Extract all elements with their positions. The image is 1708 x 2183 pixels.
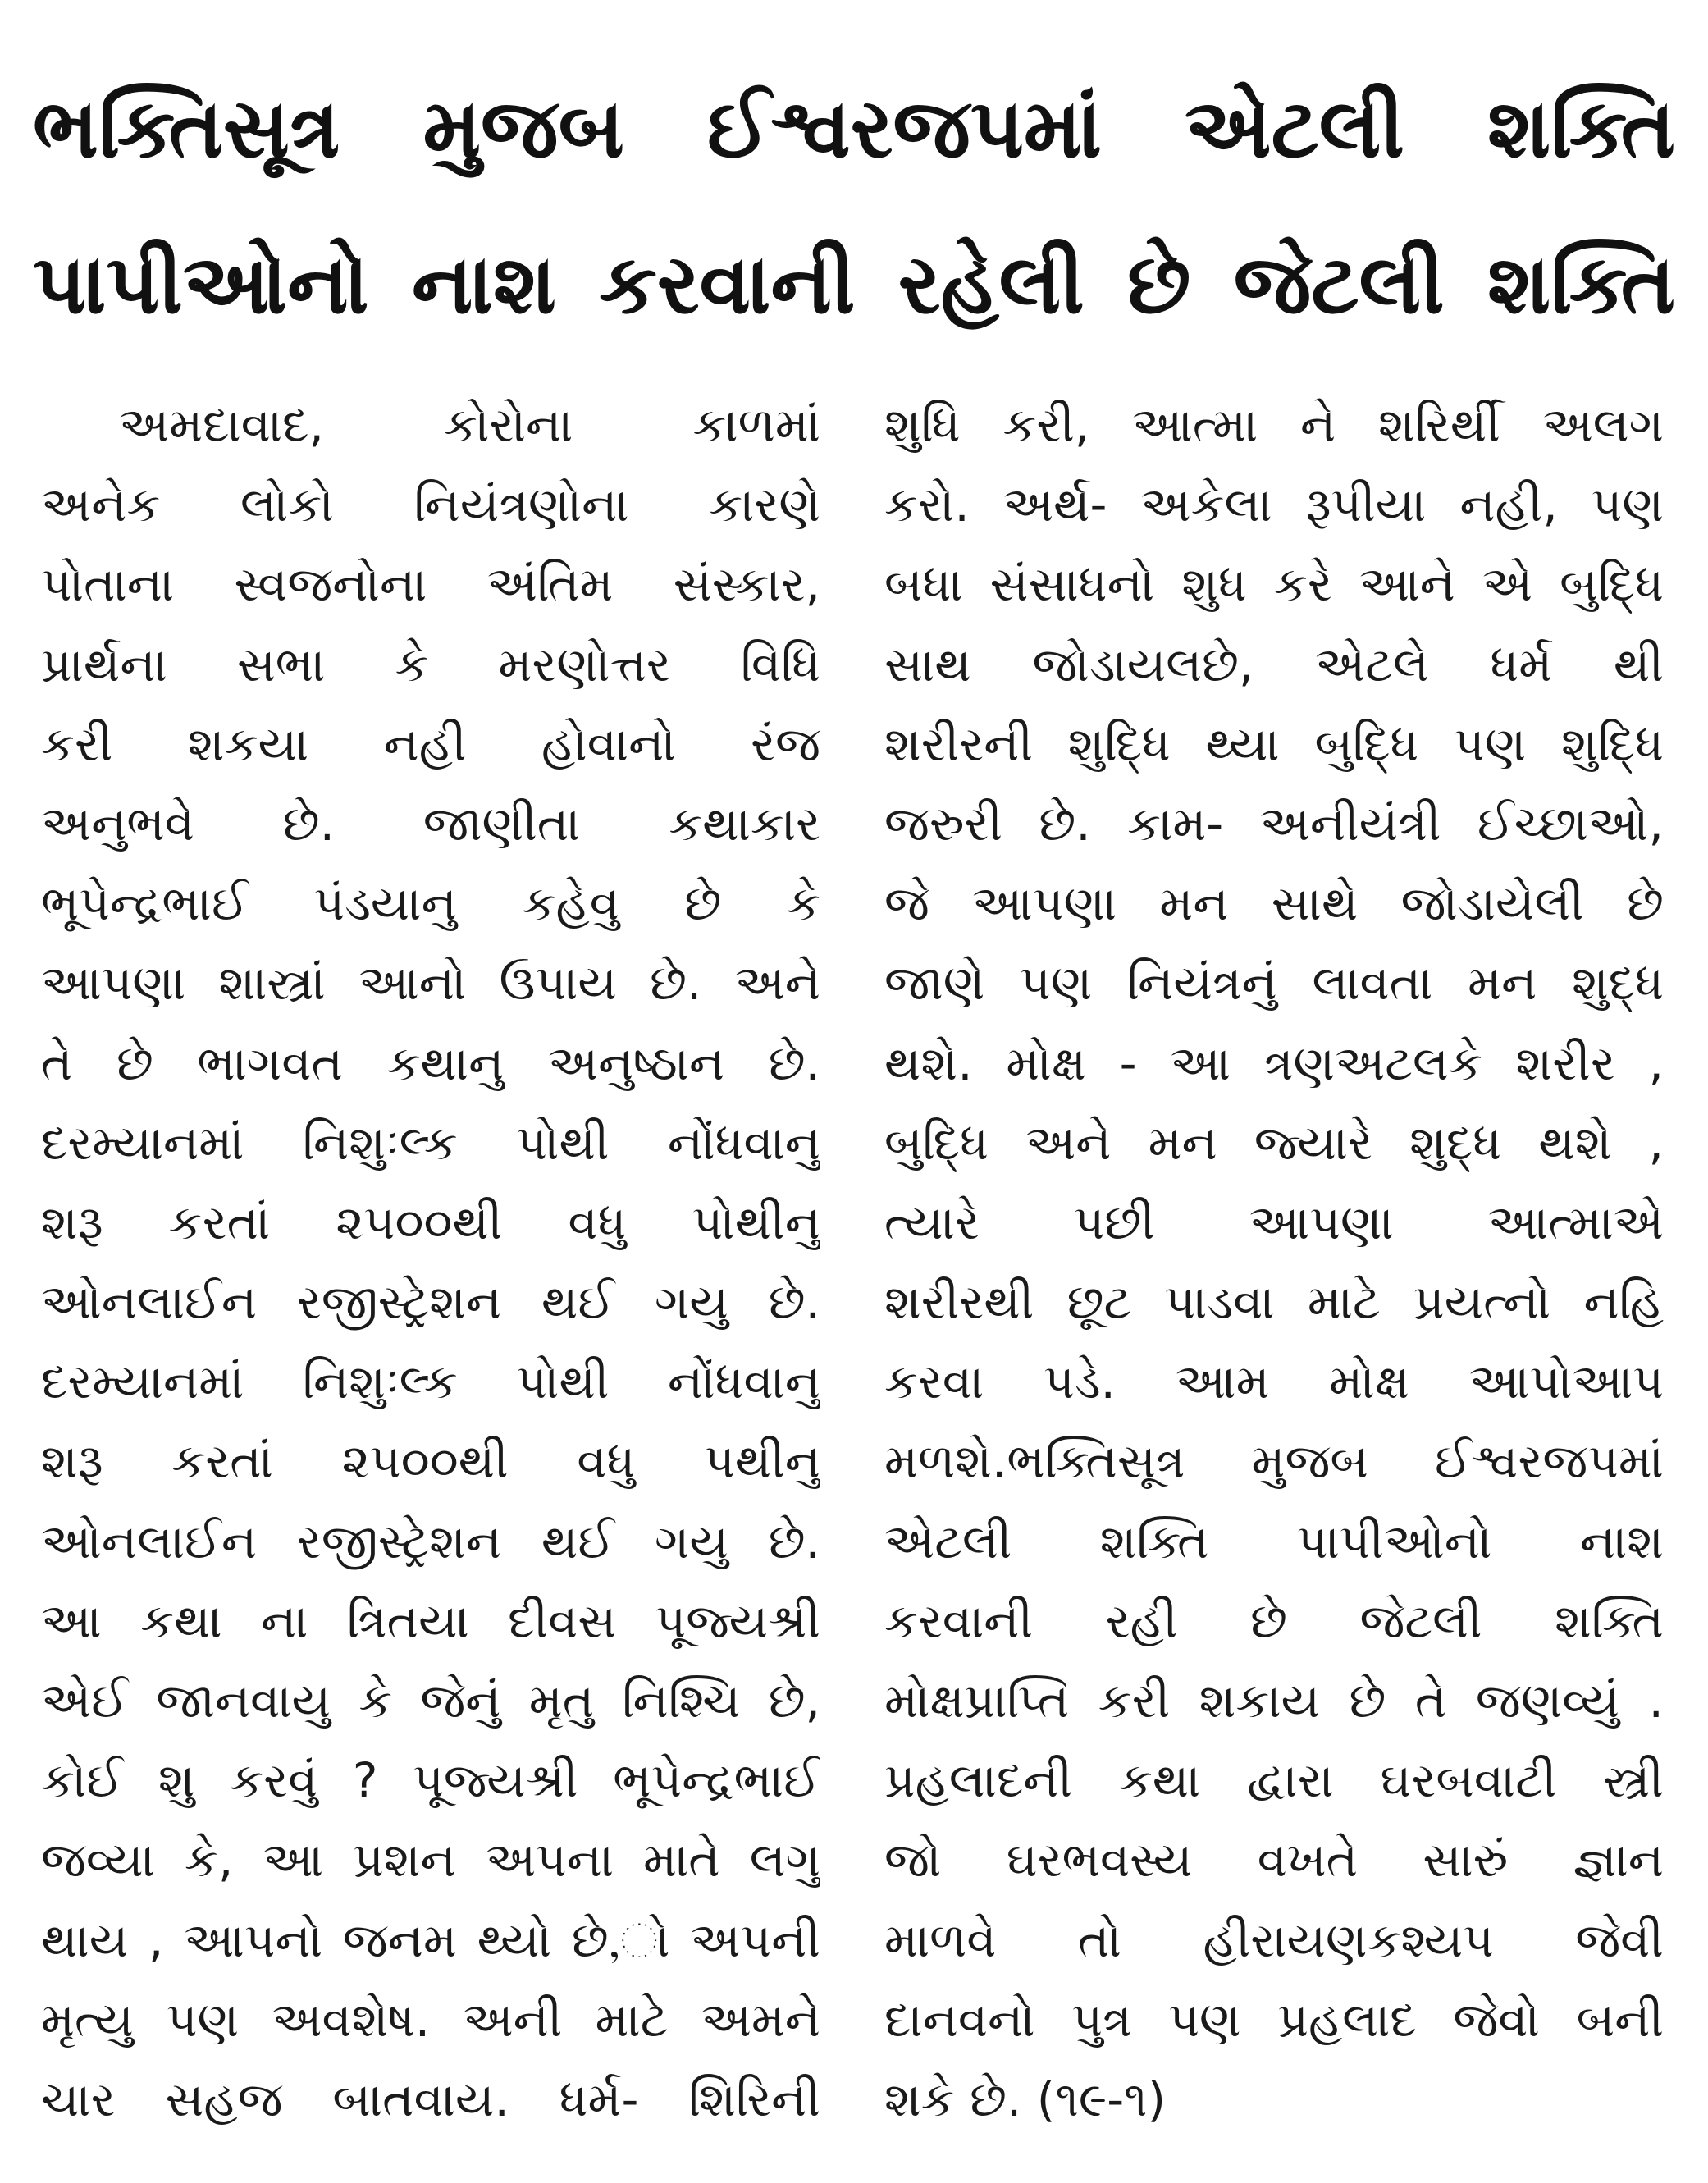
body-line: જરુરી છે. કામ- અનીયંત્રી ઈચ્છાઓ,: [884, 795, 1664, 852]
body-line: જે આપણા મન સાથે જોડાયેલી છે: [884, 875, 1664, 932]
body-line: દાનવનો પુત્ર પણ પ્રહલાદ જેવો બની: [884, 1991, 1664, 2048]
body-line: પ્રહલાદની કથા દ્વારા ઘરબવાટી સ્ત્રી: [884, 1752, 1664, 1809]
body-line: આ કથા ના ત્રિતયા દીવસ પૂજ્યશ્રી: [41, 1592, 820, 1649]
body-line: બધા સંસાધનો શુધ કરે આને એ બુદ્ધિ: [884, 556, 1664, 613]
body-line: શકે છે. (૧૯-૧): [884, 2071, 1167, 2127]
body-line: જો ઘરભવસ્ય વખતે સારું જ્ઞાન: [884, 1832, 1664, 1888]
body-line: તે છે ભાગવત કથાનુ અનુષ્ઠાન છે.: [41, 1034, 820, 1091]
body-line: શુધિ કરી, આત્મા ને શરિર્થી અલગ: [884, 397, 1664, 453]
body-line: પ્રાર્થના સભા કે મરણોત્તર વિધિ: [41, 636, 820, 692]
body-line: એઈ જાનવાયુ કે જેનું મૃતુ નિશ્ચિ છે,: [41, 1673, 820, 1729]
body-line: મોક્ષપ્રાપ્તિ કરી શકાય છે તે જણવ્યું .: [884, 1673, 1664, 1729]
body-line: શરીરથી છૂટ પાડવા માટે પ્રયત્નો નહિ: [884, 1274, 1664, 1331]
body-line: કરવા પડે. આમ મોક્ષ આપોઆપ: [884, 1354, 1664, 1410]
body-line: અનેક લોકો નિયંત્રણોના કારણે: [41, 477, 820, 533]
body-line: કરી શકયા નહી હોવાનો રંજ: [41, 715, 820, 772]
body-line: શરૂ કરતાં ૨૫૦૦થી વધુ પોથીનુ: [41, 1194, 820, 1250]
body-line: શરૂ કરતાં ૨૫૦૦થી વધુ પથીનુ: [41, 1433, 820, 1490]
body-line: અનુભવે છે. જાણીતા કથાકાર: [41, 795, 820, 852]
body-line: ઓનલાઈન રજીસ્ટ્રેશન થઈ ગયુ છે.: [41, 1513, 820, 1569]
body-column-right: [884, 386, 1664, 2140]
body-line: માળવે તો હીરાયણકશ્યપ જેવી: [884, 1911, 1664, 1968]
body-line: અમદાવાદ, કોરોના કાળમાં: [119, 397, 820, 453]
headline-line-2: પાપીઓનો નાશ કરવાની રહેલી છે જેટલી શક્તિ: [33, 236, 1675, 332]
body-line: જાણે પણ નિયંત્રનું લાવતા મન શુદ્ધ: [884, 955, 1664, 1012]
body-line: જવ્યા કે, આ પ્રશન અપના માતે લગુ: [41, 1832, 820, 1888]
body-line: એટલી શક્તિ પાપીઓનો નાશ: [884, 1513, 1664, 1569]
headline-line-1: ભક્તિસૂત્ર મુજબ ઈશ્વરજપમાં એટલી શક્તિ: [33, 80, 1675, 176]
body-line: ત્યારે પછી આપણા આત્માએ: [884, 1194, 1664, 1250]
body-line: કરવાની રહી છે જેટલી શક્તિ: [884, 1592, 1664, 1649]
body-line: કરો. અર્થ- અકેલા રૂપીયા નહી, પણ: [884, 477, 1664, 533]
body-line: થશે. મોક્ષ - આ ત્રણઅટલકે શરીર ,: [884, 1034, 1664, 1091]
body-line: કોઈ શુ કરવું ? પૂજ્યશ્રી ભૂપેન્દ્રભાઈ: [41, 1752, 820, 1809]
body-line: પોતાના સ્વજનોના અંતિમ સંસ્કાર,: [41, 556, 820, 613]
body-column-left: [41, 386, 820, 2140]
body-line: મૃત્યુ પણ અવશેષ. અની માટે અમને: [41, 1991, 820, 2048]
body-line: શરીરની શુદ્ધિ થ્યા બુદ્ધિ પણ શુદ્ધિ: [884, 715, 1664, 772]
body-line: ભૂપેન્દ્રભાઈ પંડયાનુ કહેવુ છે કે: [41, 875, 820, 932]
body-line: થાય , આપનો જનમ થ્યો છે,ો અપની: [41, 1911, 820, 1968]
body-line: ઓનલાઈન રજીસ્ટ્રેશન થઈ ગયુ છે.: [41, 1274, 820, 1331]
body-line: બુદ્ધિ અને મન જ્યારે શુદ્ધ થશે ,: [884, 1114, 1664, 1171]
body-line: સાથ જોડાયલછે, એટલે ધર્મ થી: [884, 636, 1664, 692]
body-line: દરમ્યાનમાં નિશુઃલ્ક પોથી નોંધવાનુ: [41, 1114, 820, 1171]
body-line: આપણા શાસ્ત્રાં આનો ઉપાય છે. અને: [41, 955, 820, 1012]
body-line: ચાર સહજ બાતવાય. ધર્મ- શિરિની: [41, 2071, 820, 2127]
body-line: મળશે.ભક્તિસૂત્ર મુજબ ઈશ્વરજપમાં: [884, 1433, 1664, 1490]
body-line: દરમ્યાનમાં નિશુઃલ્ક પોથી નોંધવાનુ: [41, 1354, 820, 1410]
